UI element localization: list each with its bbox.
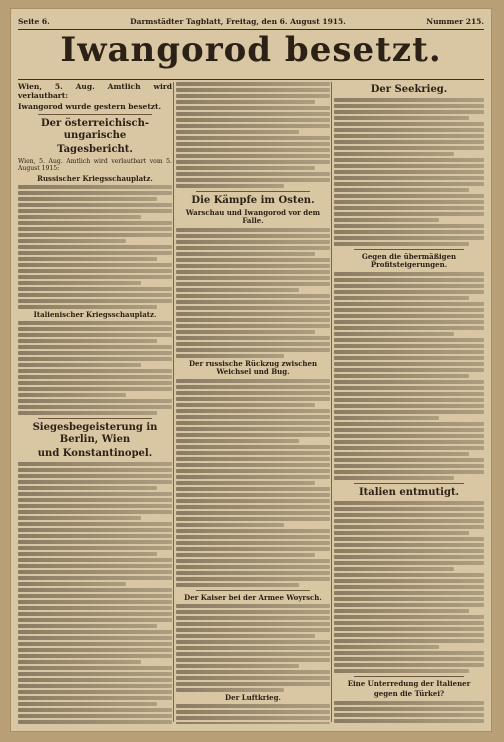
column-divider	[173, 82, 174, 722]
article-text-block	[176, 379, 330, 587]
lead-dateline: Wien, 5. Aug. Amtlich wird verlautbart:	[18, 82, 172, 100]
main-headline: Iwangorod besetzt.	[60, 30, 442, 70]
victory-heading-2: und Konstantinopel.	[37, 448, 153, 460]
article-text-block	[334, 272, 484, 480]
east-subheading: Warschau und Iwangorod vor dem Falle.	[185, 208, 321, 226]
separator	[38, 114, 152, 115]
separator	[354, 249, 464, 250]
column-2	[176, 82, 330, 724]
lead-text: Iwangorod wurde gestern besetzt.	[18, 102, 162, 111]
seawar-heading: Der Seekrieg.	[370, 84, 448, 95]
article-text-block	[176, 704, 330, 724]
title-rule	[18, 79, 484, 80]
italy-front-heading: Italienischer Kriegsschauplatz.	[33, 310, 157, 320]
column-1	[18, 82, 172, 724]
separator	[196, 590, 310, 591]
victory-heading-1: Siegesbegeisterung in Berlin, Wien	[32, 422, 158, 446]
article-text-block	[334, 98, 484, 246]
austria-heading-1: Der österreichisch-ungarische	[40, 118, 150, 141]
separator	[354, 676, 464, 677]
east-heading: Die Kämpfe im Osten.	[191, 195, 315, 206]
austria-dateline: Wien, 5. Aug. Amtlich wird verlautbart vom 5. August 1915:	[18, 158, 172, 173]
article-text-block	[176, 82, 330, 188]
airwar-heading: Der Luftkrieg.	[225, 692, 281, 702]
article-text-block	[176, 228, 330, 358]
article-text-block	[18, 185, 172, 309]
column-3	[334, 82, 484, 724]
retreat-heading: Der russische Rückzug zwischen Weichsel und Bug.	[188, 358, 318, 377]
article-text-block	[18, 321, 172, 415]
profit-heading: Gegen die übermäßigen Profitsteigerungen.	[361, 252, 457, 270]
article-text-block	[176, 604, 330, 692]
article-text-block	[18, 462, 172, 724]
newspaper-page	[10, 8, 492, 732]
kaiser-heading: Der Kaiser bei der Armee Woyrsch.	[184, 592, 322, 602]
bottom-heading-1: Eine Unterredung der Italiener	[347, 678, 471, 688]
paper-dateline: Darmstädter Tagblatt, Freitag, den 6. August 1915.	[130, 16, 346, 26]
separator	[38, 418, 152, 419]
page-number: Seite 6.	[18, 16, 50, 26]
austria-sub-russia: Russischer Kriegsschauplatz.	[37, 173, 153, 183]
separator	[196, 191, 310, 192]
austria-heading-2: Tagesbericht.	[57, 144, 133, 155]
article-text-block	[334, 501, 484, 673]
article-text-block	[334, 701, 484, 724]
page-header	[18, 14, 484, 28]
column-divider	[331, 82, 332, 722]
italy-discouraged-heading: Italien entmutigt.	[358, 486, 460, 498]
separator	[354, 483, 464, 484]
issue-number: Nummer 215.	[426, 16, 484, 26]
bottom-heading-2: gegen die Türkei?	[373, 689, 445, 699]
